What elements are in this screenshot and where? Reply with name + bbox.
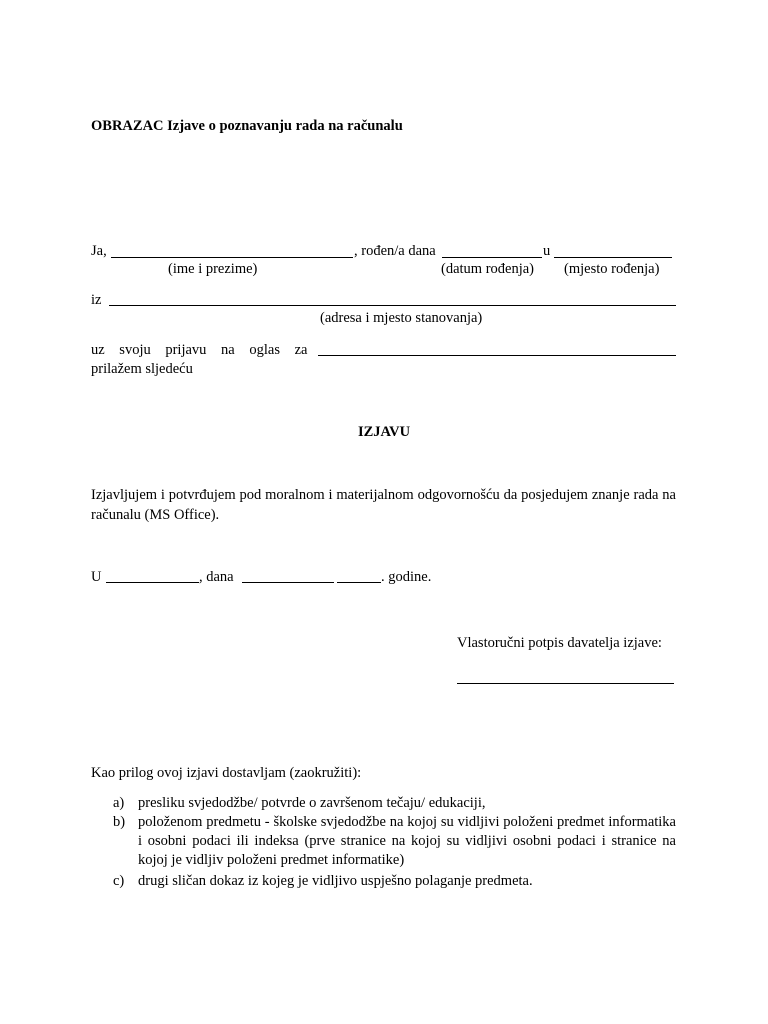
- place-field-line[interactable]: [106, 582, 199, 583]
- list-item-text: položenom predmetu - školske svjedodžbe na kojoj su vidljivi položeni predmet informatika i osobni podaci ili indeksa (prve stranice na kojoj su vidljivi osobni podaci i stranice na kojoj je vidljiv položeni predmet informatike): [138, 814, 676, 868]
- list-marker: c): [113, 873, 125, 889]
- ja-label: Ja,: [91, 243, 107, 259]
- year-field-line[interactable]: [337, 582, 381, 583]
- u-label: u: [543, 243, 551, 259]
- address-field-line[interactable]: [109, 305, 676, 306]
- address-caption: (adresa i mjesto stanovanja): [320, 310, 483, 326]
- application-continuation: prilažem sljedeću: [91, 361, 193, 377]
- list-item[interactable]: [113, 872, 676, 891]
- name-caption: (ime i prezime): [168, 261, 258, 277]
- name-field-line[interactable]: [111, 257, 353, 258]
- list-item[interactable]: [113, 794, 676, 813]
- signature-label: Vlastoručni potpis davatelja izjave:: [457, 635, 662, 651]
- statement-text: Izjavljujem i potvrđujem pod moralnom i materijalnom odgovornošću da posjedujem znanje rada na računalu (MS Office).: [91, 487, 676, 523]
- application-label: uz svoju prijavu na oglas za: [91, 342, 308, 358]
- iz-label: iz: [91, 292, 102, 308]
- birth-date-field-line[interactable]: [442, 257, 542, 258]
- document-title: OBRAZAC Izjave o poznavanju rada na računalu: [91, 118, 403, 134]
- place-u-label: U: [91, 569, 102, 585]
- attachments-intro: Kao prilog ovoj izjavi dostavljam (zaokružiti):: [91, 765, 362, 781]
- date-label: , dana: [199, 569, 234, 585]
- list-marker: b): [113, 814, 126, 830]
- born-label: , rođen/a dana: [354, 243, 436, 259]
- list-marker: a): [113, 795, 125, 811]
- list-item-text: drugi sličan dokaz iz kojeg je vidljivo uspješno polaganje predmeta.: [138, 873, 533, 889]
- statement-heading: IZJAVU: [357, 424, 411, 440]
- job-posting-field-line[interactable]: [318, 355, 676, 356]
- birth-date-caption: (datum rođenja): [441, 261, 535, 277]
- birth-place-caption: (mjesto rođenja): [564, 261, 660, 277]
- year-label: . godine.: [381, 569, 432, 585]
- list-item-text: presliku svjedodžbe/ potvrde o završenom tečaju/ edukaciji,: [138, 795, 486, 811]
- signature-field-line[interactable]: [457, 683, 674, 684]
- day-field-line[interactable]: [242, 582, 334, 583]
- list-item[interactable]: [113, 813, 676, 870]
- birth-place-field-line[interactable]: [554, 257, 672, 258]
